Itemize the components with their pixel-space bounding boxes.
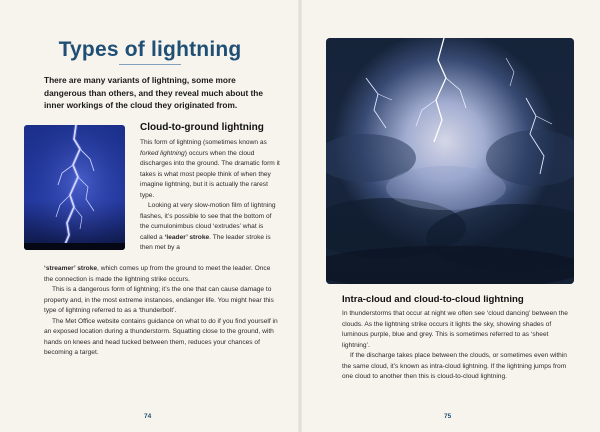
page-number-left: 74 [144,413,152,420]
forked-lightning-photo [24,125,125,250]
text-run: Looking at very slow-motion film of lightning flashes, it’s possible to see that the bottom of the cumulonimbus cloud ‘extrudes’ what is called a [140,202,276,241]
paragraph-leader-stroke [140,201,280,254]
body-wide [44,264,280,359]
emphasis-forked-lightning: forked lightning [140,149,185,157]
paragraph-met-office: The Met Office website contains guidance on what to do if you find yourself in an exposed location during a thunderstorm. Squatting close to the ground, with hands on knees and head tucked between them, reduces your chances of becoming a target. [44,317,278,356]
text-run: , which comes up from the ground to meet the leader. Once the connection is made the lightning strike occurs. [44,265,271,283]
body-column [140,138,280,254]
paragraph-cloud-dancing: In thunderstorms that occur at night we often see ‘cloud dancing’ between the clouds. As the lightning strike occurs it lights the sky, showing shades of luminous purple, blue and grey. This is sometimes referred to as ‘sheet lightning’. [342,310,568,349]
page-title: Types of lightning [58,38,242,61]
intro-paragraph: There are many variants of lightning, some more dangerous than others, and they reveal much about the inner workings of the cloud they originated from. [44,75,263,110]
paragraph-intra-cloud: If the discharge takes place between the clouds, or sometimes even within the same cloud, it’s known as intra-cloud lightning. If the lightning jumps from one cloud to another then this is cloud-to-cloud lightning. [342,352,567,380]
section-heading-intra-cloud: Intra-cloud and cloud-to-cloud lightning [342,294,524,305]
cloud-lightning-photo [326,38,574,284]
text-run: . The leader stroke is then met by a [140,233,271,251]
text-run: ) occurs when the cloud discharges into the ground. The dramatic form it takes is what most people think of when they imagine lightning, but it is actually the rarest type. [140,149,280,199]
right-body [342,309,576,383]
paragraph-forked-lightning [140,138,280,201]
term-leader-stroke: ‘leader’ stroke [164,233,210,241]
title-divider [119,64,181,65]
right-page [300,0,600,432]
page-number-right: 75 [444,413,452,420]
paragraph-danger: This is a dangerous form of lightning; it’s the one that can cause damage to property and, in the most extreme instances, endanger life. You might hear this type of lightning referred to as a ‘thunderbolt’. [44,286,274,314]
term-streamer-stroke: ‘streamer’ stroke [44,265,98,272]
text-run: This form of lightning (sometimes known as [140,139,267,146]
section-heading-cloud-to-ground: Cloud-to-ground lightning [140,122,264,133]
paragraph-streamer-stroke [44,264,280,285]
